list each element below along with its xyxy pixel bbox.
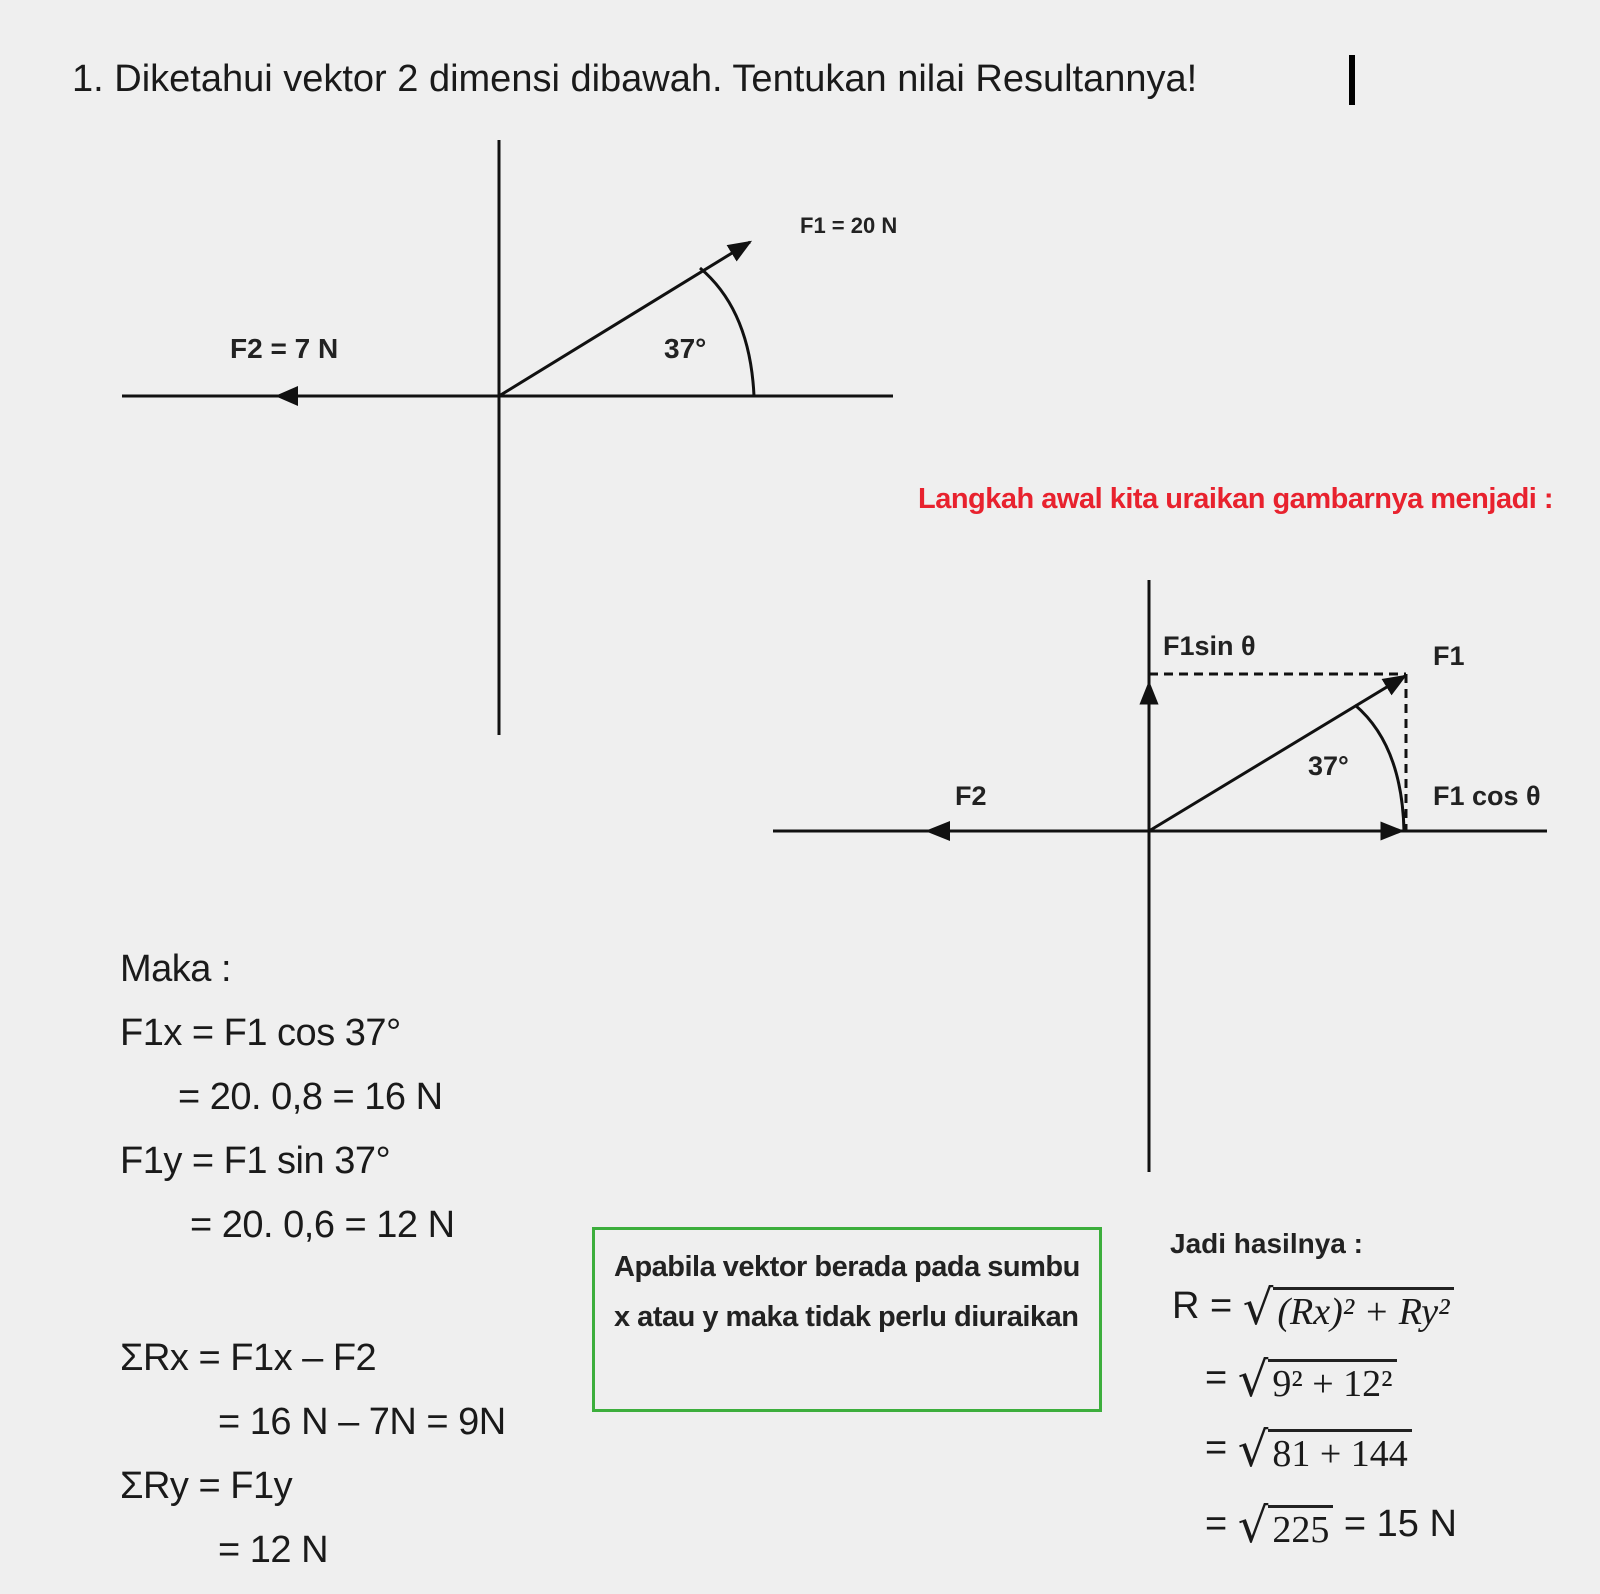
result-final: = 15 N (1343, 1503, 1457, 1546)
result-eq1 (1172, 1280, 1454, 1336)
diagram-original (122, 140, 897, 735)
calc-f1y: F1y = F1 sin 37° (120, 1140, 391, 1182)
sqrt-symbol: √ (1242, 1280, 1274, 1336)
problem-title: 1. Diketahui vektor 2 dimensi dibawah. Tentukan nilai Resultannya! (72, 58, 1198, 100)
d1-f2-label: F2 = 7 N (230, 333, 339, 364)
result-eq4: = √ 225 = 15 N (1205, 1498, 1457, 1554)
result-eq2: = √ 9² + 12² (1205, 1352, 1397, 1408)
d2-f2-label: F2 (955, 781, 987, 811)
result-heading: Jadi hasilnya : (1170, 1228, 1363, 1259)
sqrt-symbol: √ (1237, 1498, 1269, 1554)
d2-f2-arrowhead (925, 821, 950, 841)
result-eq3-radicand: 81 + 144 (1268, 1429, 1411, 1476)
calc-sum-rx: ΣRx = F1x – F2 (120, 1337, 377, 1379)
step-note: Langkah awal kita uraikan gambarnya menjadi : (918, 483, 1554, 515)
d1-f1-vector (499, 242, 750, 396)
d2-angle-label: 37° (1308, 751, 1349, 781)
result-eq4-radicand: 225 (1268, 1505, 1333, 1552)
calc-maka: Maka : (120, 948, 232, 990)
result-eq1-radicand: (Rx)² + Ry² (1273, 1287, 1453, 1334)
result-eq3: = √ 81 + 144 (1205, 1422, 1412, 1478)
d2-f1-label: F1 (1433, 641, 1465, 671)
info-box-text: Apabila vektor berada pada sumbu x atau y maka tidak perlu diuraikan (614, 1251, 1080, 1333)
diagram-decomposed (773, 580, 1547, 1172)
d2-f1-vector (1149, 676, 1405, 831)
calc-sum-ry: ΣRy = F1y (120, 1465, 293, 1507)
sqrt-symbol: √ (1237, 1352, 1269, 1408)
d2-f1sin-label: F1sin θ (1163, 631, 1256, 661)
result-r-label: R = (1172, 1285, 1233, 1328)
calc-sum-rx-value: = 16 N – 7N = 9N (218, 1401, 506, 1443)
calc-f1y-value: = 20. 0,6 = 12 N (190, 1204, 455, 1246)
d2-angle-arc (1355, 705, 1404, 831)
result-eq2-radicand: 9² + 12² (1268, 1359, 1396, 1406)
d1-f1-label: F1 = 20 N (800, 213, 898, 238)
calc-f1x-value: = 20. 0,8 = 16 N (178, 1076, 443, 1118)
d2-f1cos-label: F1 cos θ (1433, 781, 1541, 811)
d1-angle-arc (700, 268, 754, 396)
calc-f1x: F1x = F1 cos 37° (120, 1012, 401, 1054)
d1-f2-arrowhead (275, 386, 298, 406)
sqrt-symbol: √ (1237, 1422, 1269, 1478)
d1-angle-label: 37° (664, 333, 707, 364)
calc-sum-ry-value: = 12 N (218, 1529, 329, 1571)
